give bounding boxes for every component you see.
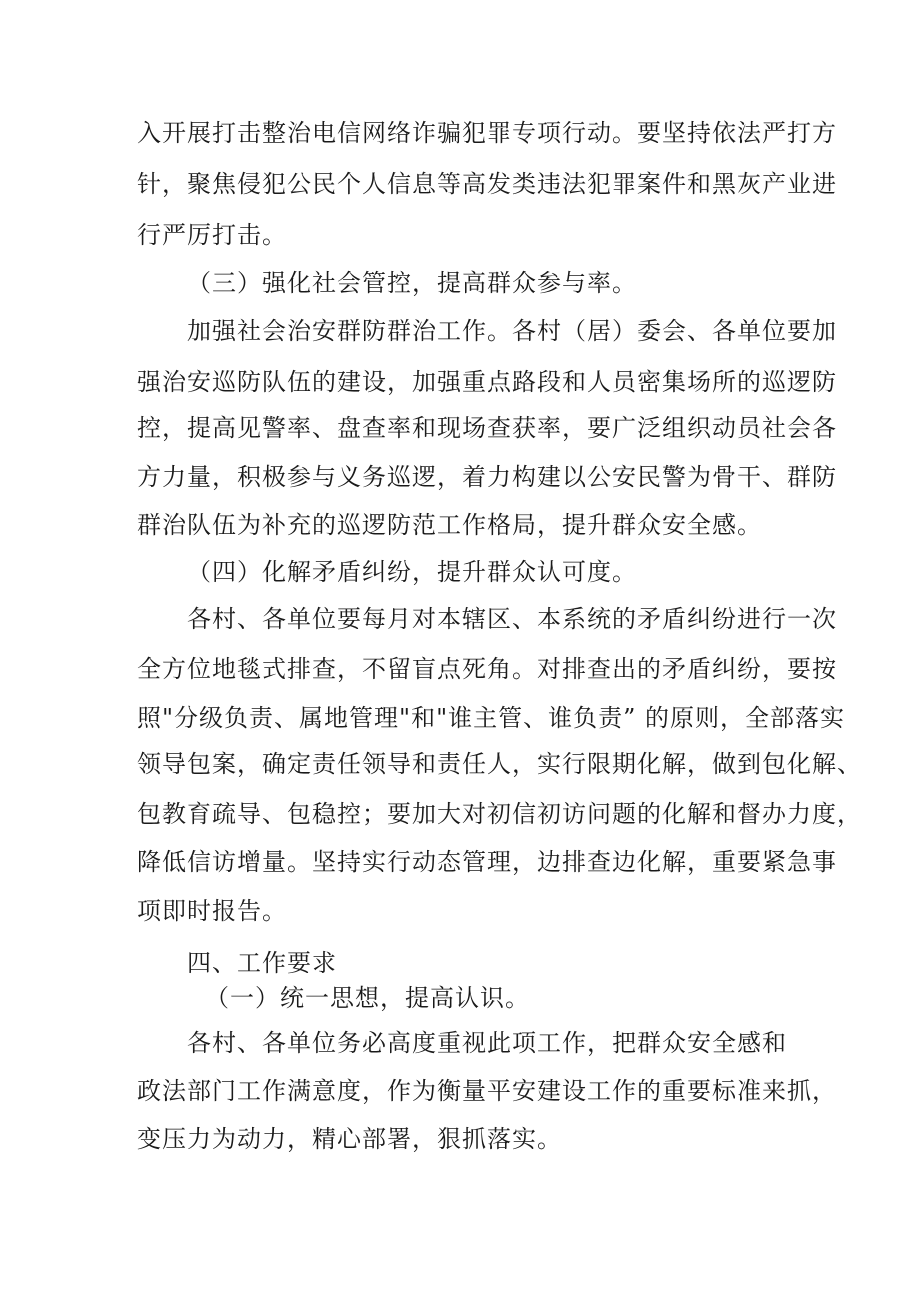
subsection-heading: （一）统一思想，提高认识。 [205,984,530,1012]
paragraph-line: 方力量，积极参与义务巡逻，着力构建以公安民警为骨干、群防 [137,463,837,491]
paragraph-line: 强治安巡防队伍的建设，加强重点路段和人员密集场所的巡逻防 [137,368,837,396]
section-heading: 四、工作要求 [187,949,337,977]
paragraph-line: 全方位地毯式排查，不留盲点死角。对排查出的矛盾纠纷，要按 [137,655,837,683]
paragraph-line: 加强社会治安群防群治工作。各村（居）委会、各单位要加 [187,317,837,345]
paragraph-line: 照"分级负责、属地管理"和"谁主管、谁负责” 的原则，全部落实 [137,704,846,732]
paragraph-line: 领导包案，确定责任领导和责任人，实行限期化解，做到包化解、 [137,750,862,778]
paragraph-line: 政法部门工作满意度，作为衡量平安建设工作的重要标准来抓， [137,1077,837,1105]
paragraph-line: 群治队伍为补充的巡逻防范工作格局，提升群众安全感。 [137,511,762,539]
paragraph-line: 包教育疏导、包稳控；要加大对初信初访问题的化解和督办力度， [137,800,862,828]
section-heading: （三）强化社会管控，提高群众参与率。 [187,269,637,297]
paragraph-line: 各村、各单位务必高度重视此项工作，把群众安全感和 [187,1029,787,1057]
paragraph-line: 变压力为动力，精心部署，狠抓落实。 [137,1125,562,1153]
paragraph-line: 针，聚焦侵犯公民个人信息等高发类违法犯罪案件和黑灰产业进 [137,170,837,198]
paragraph-line: 项即时报告。 [137,897,287,925]
paragraph-line: 入开展打击整治电信网络诈骗犯罪专项行动。要坚持依法严打方 [137,119,837,147]
paragraph-line: 行严厉打击。 [137,221,287,249]
section-heading: （四）化解矛盾纠纷，提升群众认可度。 [187,558,637,586]
paragraph-line: 降低信访增量。坚持实行动态管理，边排查边化解，重要紧急事 [137,848,837,876]
paragraph-line: 控，提高见警率、盘查率和现场查获率，要广泛组织动员社会各 [137,414,837,442]
paragraph-line: 各村、各单位要每月对本辖区、本系统的矛盾纠纷进行一次 [187,605,837,633]
